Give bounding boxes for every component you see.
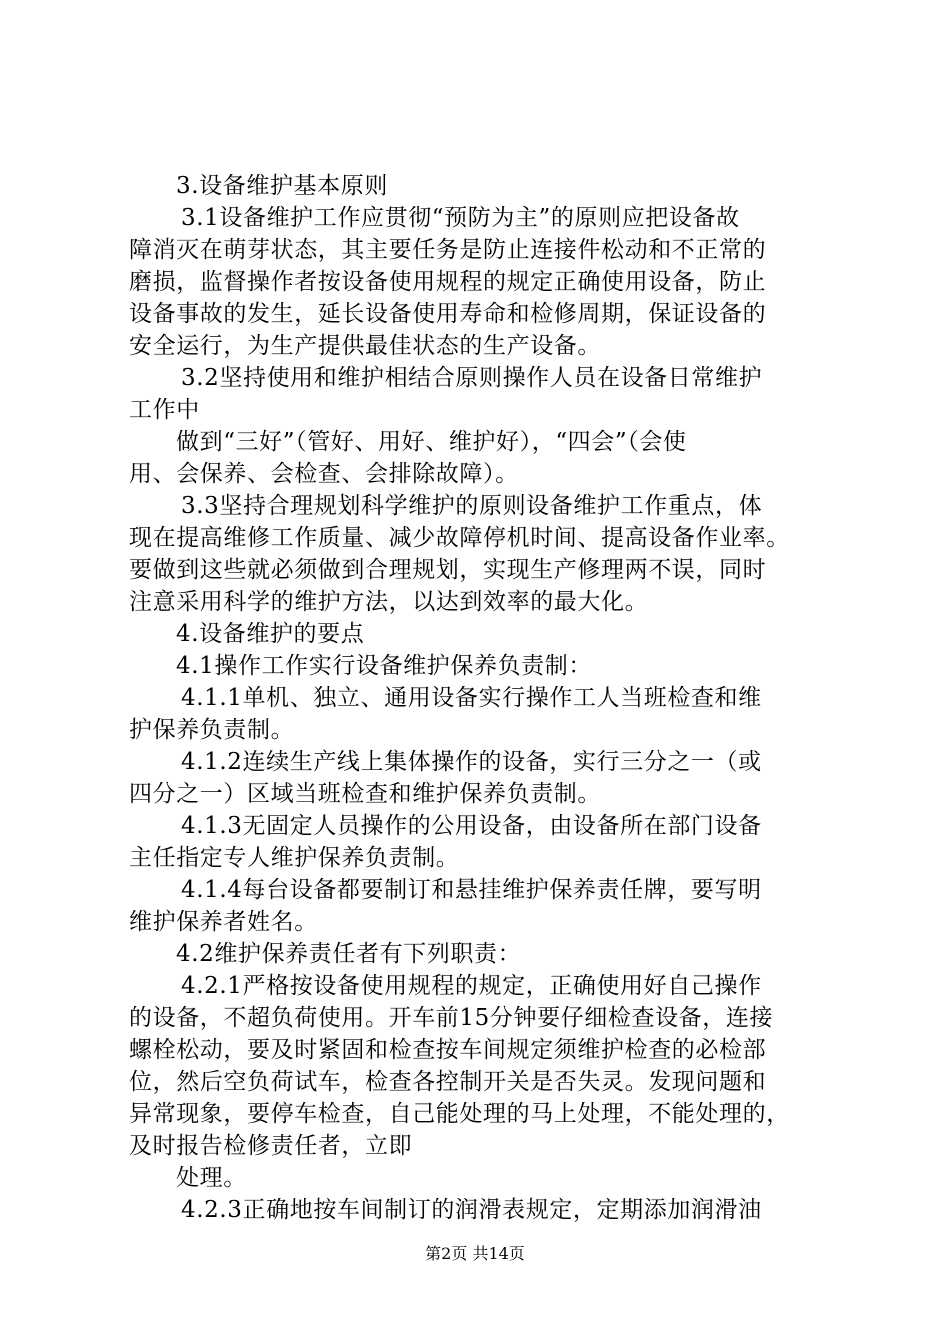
paragraph-line: 注意采用科学的维护方法，以达到效率的最大化。 bbox=[129, 589, 649, 615]
paragraph-line: 3.3坚持合理规划科学维护的原则设备维护工作重点，体 bbox=[181, 493, 763, 519]
paragraph-line: 四分之一）区域当班检查和维护保养负责制。 bbox=[129, 781, 601, 807]
paragraph-line: 4.2.1严格按设备使用规程的规定，正确使用好自己操作 bbox=[181, 973, 762, 999]
paragraph-line: 4.1.2连续生产线上集体操作的设备，实行三分之一（或 bbox=[181, 749, 762, 775]
paragraph-line: 及时报告检修责任者，立即 bbox=[129, 1133, 413, 1159]
paragraph-line: 处理。 bbox=[176, 1165, 247, 1191]
paragraph-line: 3.1设备维护工作应贯彻“预防为主”的原则应把设备故 bbox=[181, 205, 740, 231]
paragraph-line: 位，然后空负荷试车，检查各控制开关是否失灵。发现问题和 bbox=[129, 1069, 767, 1095]
paragraph-line: 用、会保养、会检查、会排除故障）。 bbox=[129, 461, 519, 487]
section-heading: 4.设备维护的要点 bbox=[176, 621, 365, 647]
paragraph-line: 4.1.4每台设备都要制订和悬挂维护保养责任牌，要写明 bbox=[181, 877, 762, 903]
paragraph-line: 3.2坚持使用和维护相结合原则操作人员在设备日常维护 bbox=[181, 365, 763, 391]
paragraph-line: 螺栓松动，要及时紧固和检查按车间规定须维护检查的必检部 bbox=[129, 1037, 767, 1063]
paragraph-line: 做到“三好”（管好、用好、维护好），“四会”（会使 bbox=[176, 429, 687, 455]
subsection-heading: 4.1操作工作实行设备维护保养负责制： bbox=[176, 653, 592, 679]
paragraph-line: 4.1.3无固定人员操作的公用设备，由设备所在部门设备 bbox=[181, 813, 762, 839]
paragraph-line: 护保养负责制。 bbox=[129, 717, 295, 743]
paragraph-line: 现在提高维修工作质量、减少故障停机时间、提高设备作业率。 bbox=[129, 525, 790, 551]
page-number-footer: 第2页 共14页 bbox=[425, 1244, 525, 1263]
paragraph-line: 要做到这些就必须做到合理规划，实现生产修理两不误，同时 bbox=[129, 557, 767, 583]
paragraph-line: 维护保养者姓名。 bbox=[129, 909, 318, 935]
paragraph-line: 主任指定专人维护保养负责制。 bbox=[129, 845, 460, 871]
paragraph-line: 工作中 bbox=[129, 397, 200, 423]
paragraph-line: 磨损，监督操作者按设备使用规程的规定正确使用设备，防止 bbox=[129, 269, 767, 295]
paragraph-line: 4.2.3正确地按车间制订的润滑表规定，定期添加润滑油 bbox=[181, 1197, 762, 1223]
paragraph-line: 障消灭在萌芽状态，其主要任务是防止连接件松动和不正常的 bbox=[129, 237, 767, 263]
paragraph-line: 设备事故的发生，延长设备使用寿命和检修周期，保证设备的 bbox=[129, 301, 767, 327]
paragraph-line: 安全运行，为生产提供最佳状态的生产设备。 bbox=[129, 333, 601, 359]
paragraph-line: 的设备，不超负荷使用。开车前15分钟要仔细检查设备，连接 bbox=[129, 1005, 774, 1031]
paragraph-line: 异常现象，要停车检查，自己能处理的马上处理，不能处理的， bbox=[129, 1101, 790, 1127]
paragraph-line: 4.1.1单机、独立、通用设备实行操作工人当班检查和维 bbox=[181, 685, 762, 711]
section-heading: 3.设备维护基本原则 bbox=[176, 173, 388, 199]
subsection-heading: 4.2维护保养责任者有下列职责： bbox=[176, 941, 522, 967]
document-body bbox=[129, 170, 829, 1226]
